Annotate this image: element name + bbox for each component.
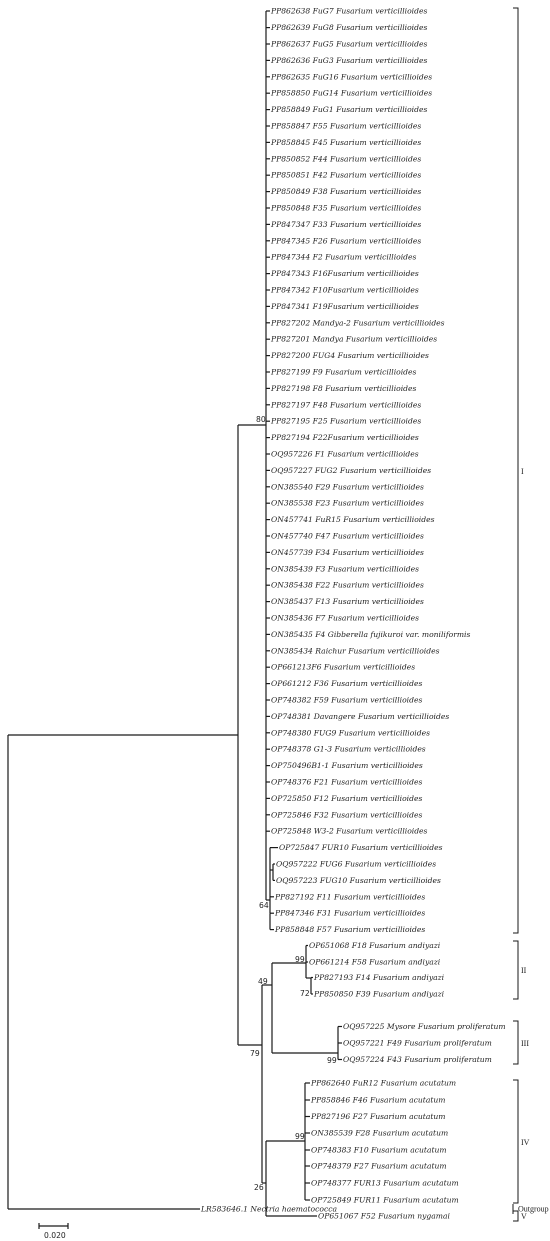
clade-label-V: V [521, 1212, 527, 1221]
leaf-label: OP725848 W3-2 Fusarium verticillioides [271, 826, 428, 836]
leaf-label: PP850848 F35 Fusarium verticillioides [271, 203, 422, 213]
leaf-label: PP827202 Mandya-2 Fusarium verticillioides [271, 318, 445, 328]
leaf-label: PP858848 F57 Fusarium verticillioides [275, 925, 426, 935]
leaf-label: OP748378 G1-3 Fusarium verticillioides [271, 744, 426, 754]
leaf-label: OP725849 FUR11 Fusarium acutatum [311, 1195, 459, 1205]
leaf-label: PP862636 FuG3 Fusarium verticillioides [271, 55, 428, 65]
leaf-label: OP748379 F27 Fusarium acutatum [311, 1161, 447, 1171]
bootstrap-value: 26 [254, 1183, 264, 1192]
leaf-label: PP827197 F48 Fusarium verticillioides [271, 400, 422, 410]
leaf-label: PP858850 FuG14 Fusarium verticillioides [271, 88, 433, 98]
leaf-label: OQ957226 F1 Fusarium verticillioides [271, 449, 419, 459]
leaf-label: PP858849 FuG1 Fusarium verticillioides [271, 105, 428, 115]
leaf-label: PP847343 F16Fusarium verticillioides [271, 269, 419, 279]
leaf-label: ON385434 Raichur Fusarium verticillioides [271, 646, 440, 656]
leaf-label: PP850851 F42 Fusarium verticillioides [271, 170, 422, 180]
leaf-label: PP850852 F44 Fusarium verticillioides [271, 154, 422, 164]
leaf-label: PP862637 FuG5 Fusarium verticillioides [271, 39, 428, 49]
clade-bracket-IV [513, 1080, 518, 1203]
outgroup-label: Outgroup [518, 1204, 549, 1214]
leaf-label: OQ957222 FUG6 Fusarium verticillioides [276, 859, 437, 869]
leaf-label: PP858845 F45 Fusarium verticillioides [271, 137, 422, 147]
leaf-label: PP847347 F33 Fusarium verticillioides [271, 219, 422, 229]
clade-bracket-I [513, 8, 518, 933]
leaf-label: PP827195 F25 Fusarium verticillioides [271, 416, 422, 426]
leaf-label: OQ957227 FUG2 Fusarium verticillioides [271, 465, 432, 475]
leaf-label: OP748383 F10 Fusarium acutatum [311, 1145, 447, 1155]
leaf-label: OQ957224 F43 Fusarium proliferatum [343, 1055, 492, 1064]
bootstrap-value: 80 [256, 415, 266, 424]
bootstrap-value: 72 [300, 989, 310, 998]
leaf-label: OP725850 F12 Fusarium verticillioides [271, 793, 423, 803]
leaf-label: PP827193 F14 Fusarium andiyazi [314, 973, 445, 982]
leaf-label: ON385438 F22 Fusarium verticillioides [271, 580, 424, 590]
leaf-label: OP748377 FUR13 Fusarium acutatum [311, 1178, 459, 1188]
leaf-label: PP862640 FuR12 Fusarium acutatum [311, 1078, 457, 1088]
leaf-label: OP661214 F58 Fusarium andiyazi [309, 957, 441, 967]
leaf-label: OQ957223 FUG10 Fusarium verticillioides [276, 875, 441, 885]
clade-label-I: I [521, 467, 524, 476]
leaf-label: OP651067 F52 Fusarium nygamai [318, 1211, 450, 1221]
bootstrap-value: 79 [250, 1049, 260, 1058]
leaf-label: PP827196 F27 Fusarium acutatum [311, 1112, 446, 1121]
clade-label-IV: IV [521, 1138, 530, 1147]
clade-bracket-II [513, 941, 518, 999]
leaf-label: ON457741 FuR15 Fusarium verticillioides [271, 515, 435, 525]
leaf-label: OP725846 F32 Fusarium verticillioides [271, 810, 423, 820]
clade-label-II: II [521, 966, 527, 975]
leaf-label: ON385540 F29 Fusarium verticillioides [271, 482, 424, 492]
leaf-label: PP862639 FuG8 Fusarium verticillioides [271, 23, 428, 33]
leaf-label: PP858847 F55 Fusarium verticillioides [271, 121, 422, 131]
scale-bar [39, 1223, 68, 1240]
leaf-label: PP847341 F19Fusarium verticillioides [271, 301, 419, 311]
leaf-label: ON457740 F47 Fusarium verticillioides [271, 531, 424, 541]
leaf-label: ON385439 F3 Fusarium verticillioides [271, 564, 420, 574]
leaf-label: ON457739 F34 Fusarium verticillioides [271, 547, 424, 557]
leaf-label: PP858846 F46 Fusarium acutatum [311, 1095, 446, 1105]
leaf-label: ON385539 F28 Fusarium acutatum [311, 1128, 449, 1138]
leaf-label: OQ957221 F49 Fusarium proliferatum [343, 1038, 492, 1048]
leaf-label: OQ957225 Mysore Fusarium proliferatum [343, 1022, 506, 1031]
leaf-label: PP862638 FuG7 Fusarium verticillioides [271, 6, 428, 16]
leaf-label: OP748380 FUG9 Fusarium verticillioides [271, 728, 430, 738]
bootstrap-value: 64 [259, 901, 269, 910]
bootstrap-value: 99 [327, 1056, 337, 1065]
scale-bar-label: 0.020 [44, 1231, 66, 1240]
bootstrap-value: 49 [258, 977, 268, 986]
leaf-label: OP661212 F36 Fusarium verticillioides [271, 679, 423, 689]
leaf-label: PP850850 F39 Fusarium andiyazi [314, 989, 445, 999]
leaf-label: PP850849 F38 Fusarium verticillioides [271, 187, 422, 197]
leaf-label: PP827201 Mandya Fusarium verticillioides [271, 334, 438, 344]
leaf-label: OP748382 F59 Fusarium verticillioides [271, 695, 423, 705]
leaf-label: LR583646.1 Nectria haematococca [201, 1204, 337, 1214]
leaf-labels [200, 7, 506, 1221]
leaf-label: PP827194 F22Fusarium verticillioides [271, 433, 419, 443]
leaf-label: PP827192 F11 Fusarium verticillioides [275, 892, 426, 902]
clade-brackets [513, 8, 530, 1221]
leaf-label: OP651068 F18 Fusarium andiyazi [309, 941, 441, 950]
bootstrap-value: 99 [295, 1132, 305, 1141]
leaf-label: ON385538 F23 Fusarium verticillioides [271, 498, 424, 508]
leaf-label: PP827198 F8 Fusarium verticillioides [271, 383, 417, 393]
leaf-label: OP661213F6 Fusarium verticillioides [271, 662, 416, 672]
leaf-label: PP847342 F10Fusarium verticillioides [271, 285, 419, 295]
leaf-label: ON385436 F7 Fusarium verticillioides [271, 613, 420, 623]
leaf-label: PP847346 F31 Fusarium verticillioides [275, 908, 426, 918]
leaf-label: OP725847 FUR10 Fusarium verticillioides [279, 843, 443, 853]
leaf-label: PP862635 FuG16 Fusarium verticillioides [271, 72, 433, 82]
bootstrap-value: 99 [295, 955, 305, 964]
leaf-label: PP827200 FUG4 Fusarium verticillioides [271, 351, 429, 361]
clade-bracket-III [513, 1021, 518, 1064]
leaf-label: ON385435 F4 Gibberella fujikuroi var. moniliformis [271, 629, 471, 639]
leaf-label: ON385437 F13 Fusarium verticillioides [271, 597, 424, 607]
leaf-label: OP748376 F21 Fusarium verticillioides [271, 777, 423, 787]
clade-label-III: III [521, 1039, 529, 1048]
leaf-label: OP750496B1-1 Fusarium verticillioides [271, 761, 423, 771]
leaf-label: PP827199 F9 Fusarium verticillioides [271, 367, 417, 377]
leaf-label: PP847344 F2 Fusarium verticillioides [271, 252, 417, 262]
leaf-label: OP748381 Davangere Fusarium verticillioides [271, 711, 450, 721]
leaf-label: PP847345 F26 Fusarium verticillioides [271, 236, 422, 246]
